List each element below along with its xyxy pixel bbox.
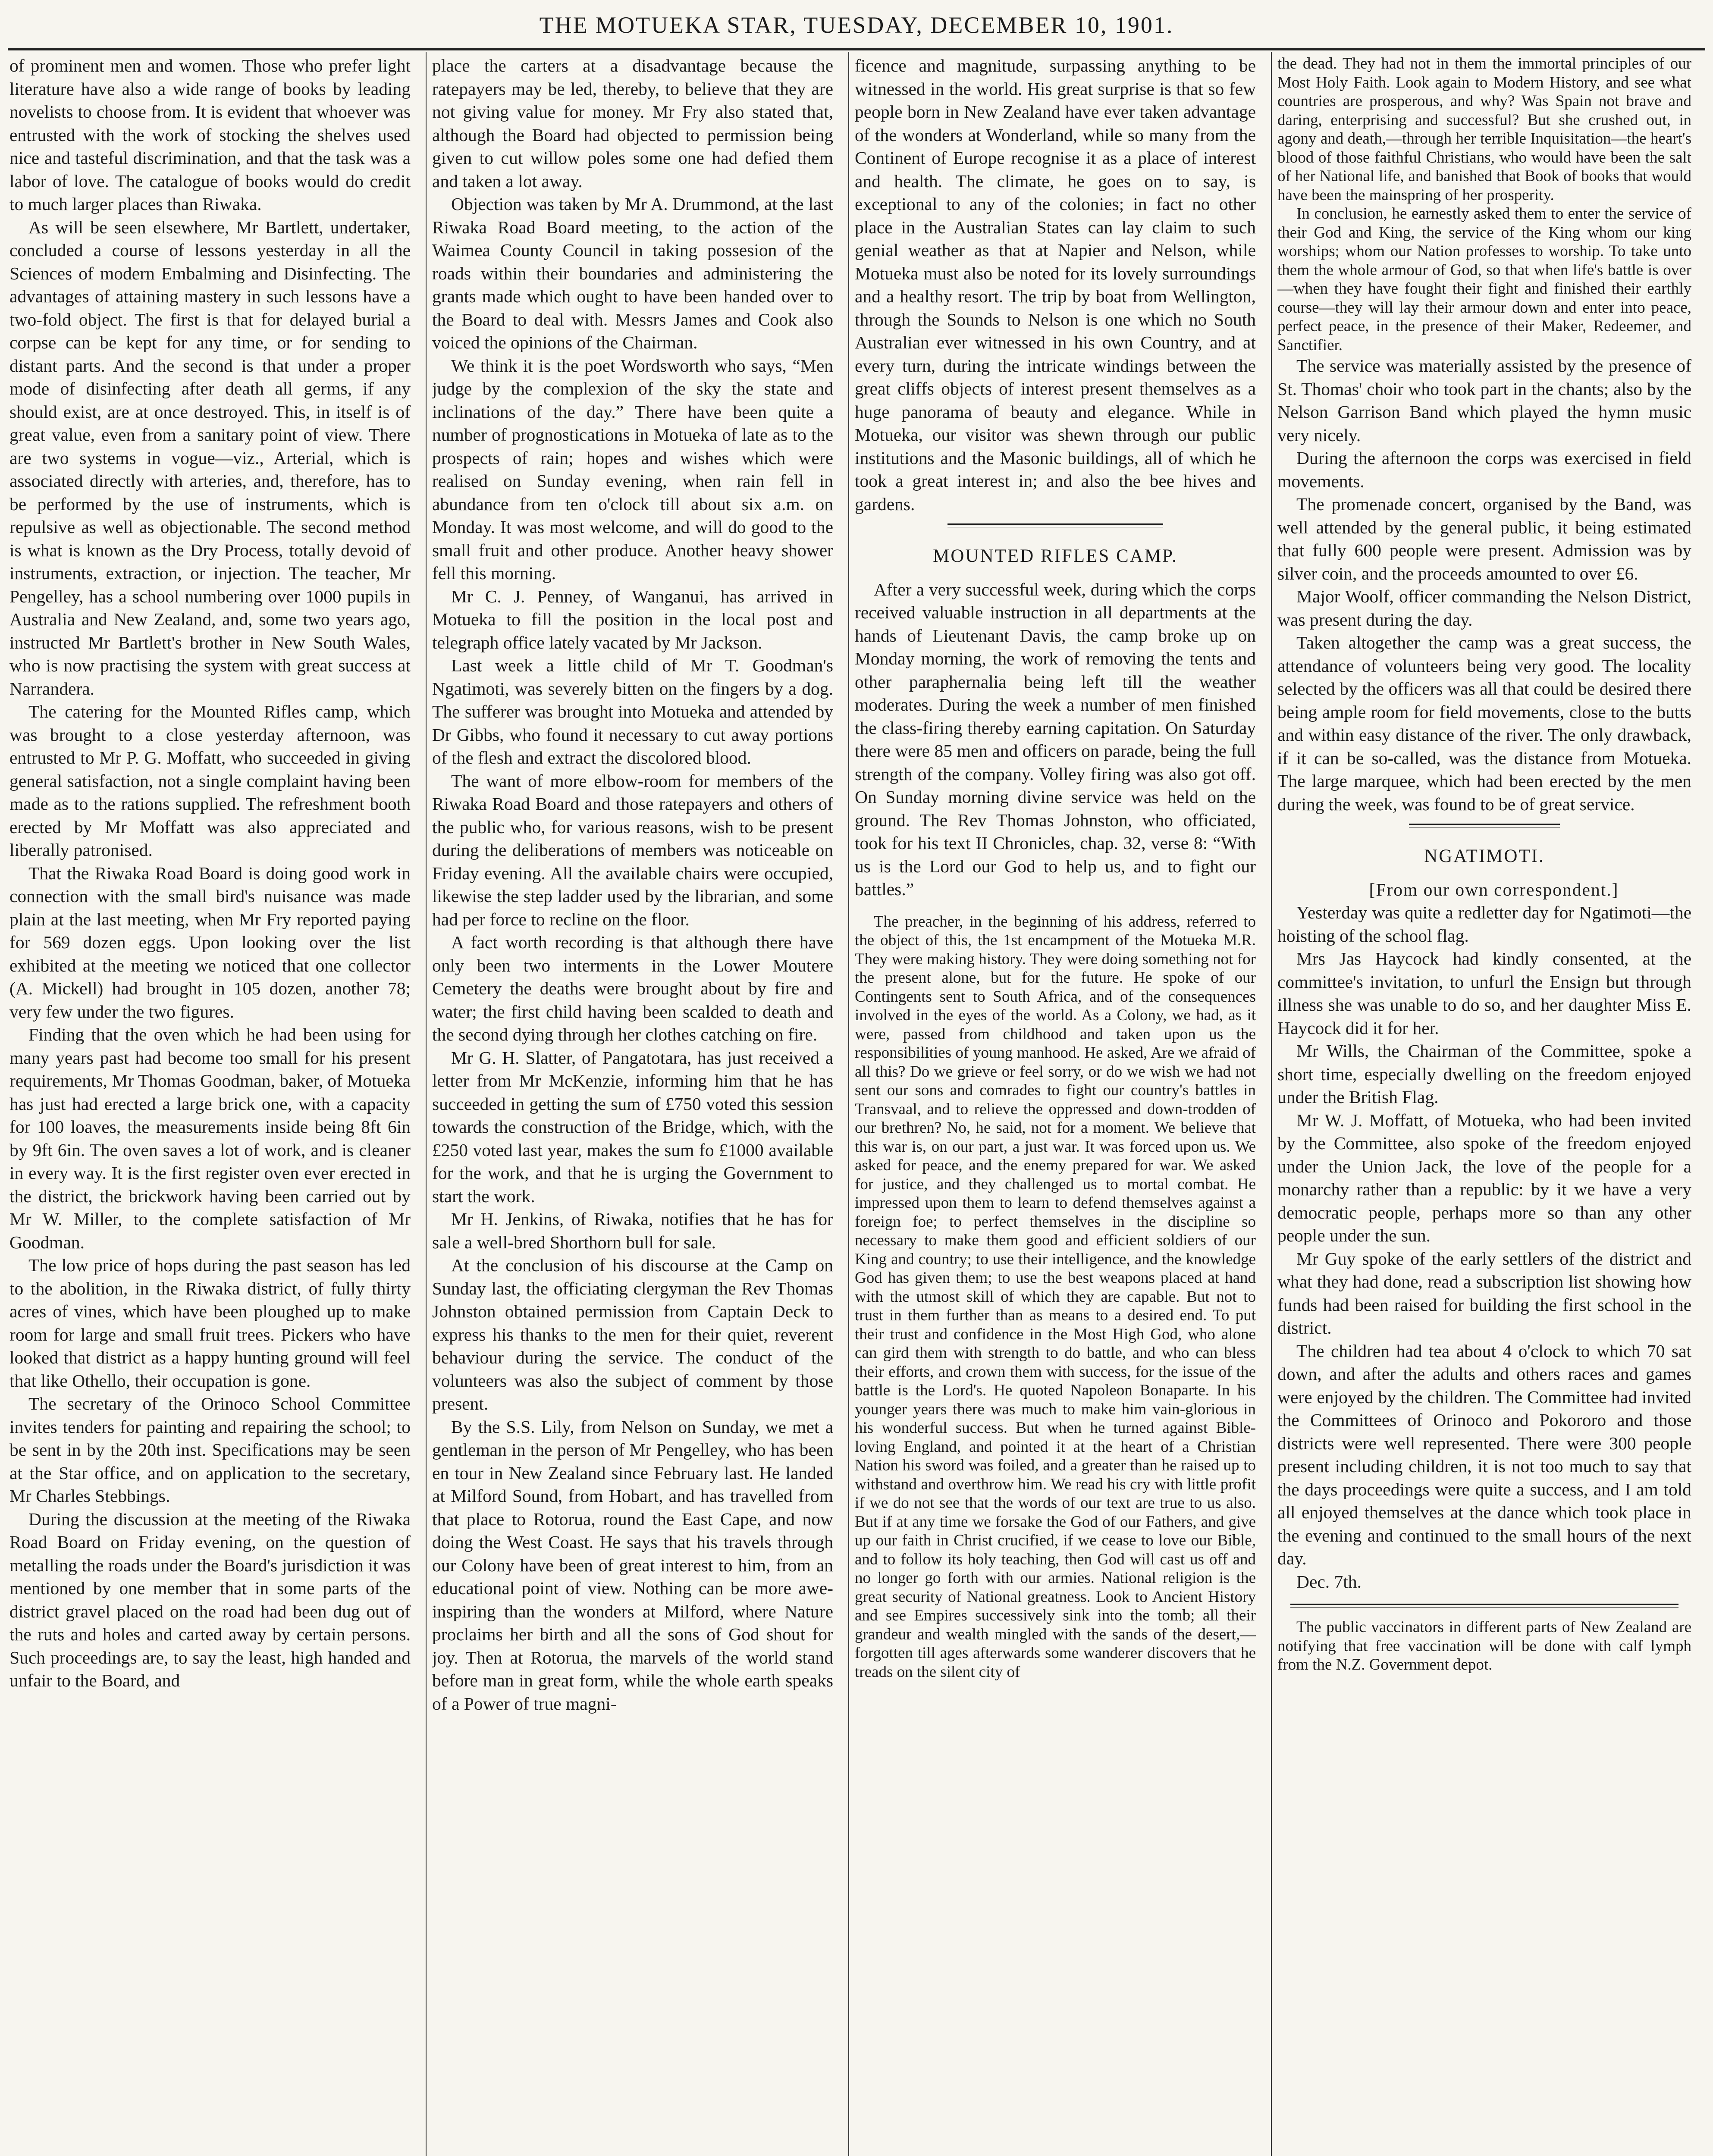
article-paragraph: As will be seen elsewhere, Mr Bartlett, undertaker, concluded a course of lessons yesterday in all the Sciences of modern Embalming and Disinfecting. The advantages of attaining mastery in such lessons have a two-fold object. The first is that for delayed burial a corpse can be kept for any time, or for sending to distant parts. And the second is that under a proper mode of disinfecting after death all germs, if any should exist, are at once destroyed. This, in itself is of great value, even from a sanitary point of view. There are two systems in vogue—viz., Arterial, which is associated directly with arteries, and, therefore, has to be performed by the use of instruments, which is repulsive as well as objectionable. The second method is what is known as the Dry Process, totally devoid of instruments, extraction, or injection. The teacher, Mr Pengelley, has a school numbering over 1000 pupils in Australia and New Zealand, and, some two years ago, instructed Mr Bartlett's brother in New South Wales, who is now practising the system with great success at Narrandera. (9, 217, 411, 699)
article-paragraph: After a very successful week, during which the corps received valuable instruction in all departments at the hands of Lieutenant Davis, the camp broke up on Monday morning, the work of removing the tents and other paraphernalia being left till the weather moderates. During the week a number of men finished the class-firing thereby earning capitation. On Saturday there were 85 men and officers on parade, being the full strength of the company. Volley firing was also got off. On Sunday morning divine service was held on the ground. The Rev Thomas Johnston, who officiated, took for his text II Chronicles, chap. 32, verse 8: “With us is the Lord our God to help us, and to fight our battles.” (855, 579, 1256, 899)
article-paragraph: The service was materially assisted by the presence of St. Thomas' choir who took part in the chants; also by the Nelson Garrison Band which played the hymn music very nicely. (1277, 356, 1691, 445)
article-paragraph: That the Riwaka Road Board is doing good work in connection with the small bird's nuisance was made plain at the last meeting, when Mr Fry reported paying for 569 dozen eggs. Upon looking over the list exhibited at the meeting we noticed that one collector (A. Mickell) had brought in 105 dozen, another 78; very few under the two figures. (9, 863, 411, 1022)
article-paragraph: At the conclusion of his discourse at the Camp on Sunday last, the officiating clergyman the Rev Thomas Johnston obtained permission from Captain Deck to express his thanks to the men for their quiet, reverent behaviour during the service. The conduct of the volunteers was also the subject of comment by those present. (432, 1255, 833, 1413)
article-paragraph: Objection was taken by Mr A. Drummond, at the last Riwaka Road Board meeting, to the action of the Waimea County Council in taking possesion of the roads within their boundaries and administering the grants made which ought to have been handed over to the Board to deal with. Messrs James and Cook also voiced the opinions of the Chairman. (432, 194, 833, 352)
article-paragraph: place the carters at a disadvantage because the ratepayers may be led, thereby, to believe that they are not giving value for money. Mr Fry also stated that, although the Board had objected to permission being given to cut willow poles some one had defied them and taken a lot away. (432, 56, 833, 191)
column-4 (1277, 54, 1691, 2156)
article-paragraph: We think it is the poet Wordsworth who says, “Men judge by the complexion of the sky the state and inclinations of the day.” There have been quite a number of prognostications in Motueka of late as to the prospects of rain; hopes and wishes which were realised on Sunday evening, when rain fell in abundance from ten o'clock till about six a.m. on Monday. It was most welcome, and will do good to the small fruit and other produce. Another heavy shower fell this morning. (432, 355, 833, 583)
article-paragraph: Mr G. H. Slatter, of Pangatotara, has just received a letter from Mr McKenzie, informing him that he has succeeded in getting the sum of £750 voted this session towards the construction of the Bridge, which, with the £250 voted last year, makes the sum fo £1000 available for the work, and that he is urging the Government to start the work. (432, 1047, 833, 1206)
article-paragraph: The children had tea about 4 o'clock to which 70 sat down, and after the adults and others races and games were enjoyed by the children. The Committee had invited the Committees of Orinoco and Pokororo and those districts were well represented. There were 300 people present including children, it is not too much to say that the days proceedings were quite a success, and I am told all enjoyed themselves at the dance which took place in the evening and continued to the small hours of the next day. (1277, 1341, 1691, 1568)
article-paragraph: The public vaccinators in different parts of New Zealand are notifying that free vaccination will be done with calf lymph from the N.Z. Government depot. (1277, 1618, 1691, 1673)
sermon-paragraph: the dead. They had not in them the immortal principles of our Most Holy Faith. Look again to Modern History, and see what countries are prosperous, and why? Was Spain not brave and daring, enterprising and successful? But she crushed out, in agony and death,—through her terrible Inquisitation—the heart's blood of those faithful Christians, who would have been the salt of her National life, and banished that Book of books that would have been the mainspring of her prosperity. (1277, 55, 1691, 204)
article-paragraph: The catering for the Mounted Rifles camp, which was brought to a close yesterday afternoon, was entrusted to Mr P. G. Moffatt, who succeeded in giving general satisfaction, not a single complaint having been made as to the rations supplied. The refreshment booth erected by Mr Moffatt was also appreciated and liberally patronised. (9, 702, 411, 860)
column-3 (855, 54, 1256, 2156)
article-paragraph: Yesterday was quite a redletter day for Ngatimoti—the hoisting of the school flag. (1277, 903, 1691, 946)
article-paragraph: The secretary of the Orinoco School Committee invites tenders for painting and repairing the school; to be sent in by the 20th inst. Specifications may be seen at the Star office, and on application to the secretary, Mr Charles Stebbings. (9, 1394, 411, 1506)
article-paragraph: By the S.S. Lily, from Nelson on Sunday, we met a gentleman in the person of Mr Pengelley, who has been en tour in New Zealand since February last. He landed at Milford Sound, from Hobart, and has travelled from that place to Rotorua, round the East Cape, and now doing the West Coast. He says that his travels through our Colony have been of great interest to him, from an educational point of view. Nothing can be more awe-inspiring than the wonders at Milford, where Nature proclaims her birth and all the sons of God shout for joy. Then at Rotorua, the marvels of the world stand before man in great form, while the whole earth speaks of a Power of true magni- (432, 1416, 833, 1714)
article-paragraph: During the discussion at the meeting of the Riwaka Road Board on Friday evening, on the question of metalling the roads under the Board's jurisdiction it was mentioned by one member that in some parts of the district gravel placed on the road had been dug out of the ruts and holes and carted away by certain persons. Such proceedings are, to say the least, high handed and unfair to the Board, and (9, 1509, 411, 1690)
sermon-paragraph: In conclusion, he earnestly asked them to enter the service of their God and King, the service of the King whom our king worships; whom our Nation professes to worship. To take unto them the whole armour of God, so that when life's battle is over—when they have fought their fight and finished their earthly course—they will lay their armour down and enter into peace, perfect peace, in the presence of their Maker, Redeemer, and Sanctifier. (1277, 205, 1691, 354)
article-paragraph: The want of more elbow-room for members of the Riwaka Road Board and those ratepayers and others of the public who, for various reasons, wish to be present during the deliberations of members was noticeable on Friday evening. All the available chairs were occupied, likewise the step ladder used by the librarian, and some had per force to recline on the floor. (432, 771, 833, 929)
column-2 (432, 54, 833, 2156)
masthead-rule (8, 48, 1705, 50)
article-paragraph: A fact worth recording is that although there have only been two interments in the Lower Moutere Cemetery the deaths were brought about by fire and water; the first child having been scalded to death and the second dying through her clothes catching on fire. (432, 932, 833, 1044)
article-paragraph: Mr W. J. Moffatt, of Motueka, who had been invited by the Committee, also spoke of the freedom enjoyed under the Union Jack, the love of the people for a monarchy rather than a republic: by it we have a very democratic people, perhaps more so than any other people under the sun. (1277, 1110, 1691, 1245)
article-paragraph: Mr Wills, the Chairman of the Committee, spoke a short time, especially dwelling on the freedom enjoyed under the British Flag. (1277, 1041, 1691, 1107)
correspondent-line: [From our own correspondent.] (1369, 879, 1619, 899)
column-divider (426, 52, 427, 2156)
section-separator (947, 523, 1163, 527)
article-paragraph: Taken altogether the camp was a great success, the attendance of volunteers being very good. The locality selected by the officers was all that could be desired there being ample room for field movements, close to the butts and within easy distance of the river. The only drawback, if it can be so-called, was the distance from Motueka. The large marquee, which had been erected by the men during the week, was found to be of great service. (1277, 633, 1691, 814)
article-paragraph: Mrs Jas Haycock had kindly consented, at the committee's invitation, to unfurl the Ensign but through illness she was unable to do so, and her daughter Miss E. Haycock did it for her. (1277, 949, 1691, 1038)
column-1 (9, 54, 411, 2156)
article-paragraph: Mr C. J. Penney, of Wanganui, has arrived in Motueka to fill the position in the local post and telegraph office lately vacated by Mr Jackson. (432, 586, 833, 652)
article-paragraph: Last week a little child of Mr T. Goodman's Ngatimoti, was severely bitten on the fingers by a dog. The sufferer was brought into Motueka and attended by Dr Gibbs, who found it necessary to cut away portions of the flesh and extract the discolored blood. (432, 655, 833, 768)
section-separator (1290, 1604, 1678, 1608)
article-paragraph: The low price of hops during the past season has led to the abolition, in the Riwaka district, of fully thirty acres of vines, which have been ploughed up to make room for large and small fruit trees. Pickers who have looked that district as a happy hunting ground will feel that like Othello, their occupation is gone. (9, 1255, 411, 1391)
dateline: Dec. 7th. (1296, 1571, 1362, 1592)
masthead-title: THE MOTUEKA STAR, TUESDAY, DECEMBER 10, 1901. (539, 12, 1174, 38)
article-paragraph: During the afternoon the corps was exercised in field movements. (1277, 448, 1691, 491)
section-heading: NGATIMOTI. (1424, 846, 1545, 866)
section-heading: MOUNTED RIFLES CAMP. (933, 546, 1178, 566)
article-paragraph: ficence and magnitude, surpassing anything to be witnessed in the world. His great surprise is that so few people born in New Zealand have ever taken advantage of the wonders at Wonderland, while so many from the Continent of Europe recognise it as a place of interest and health. The climate, he goes on to say, is exceptional to any of the colonies; in fact no other place in the Australian States can lay claim to such genial weather as that at Napier and Nelson, while Motueka must also be noted for its lovely surroundings and a healthy resort. The trip by boat from Wellington, through the Sounds to Nelson is one which no South Australian ever witnessed in his own Country, and at every turn, during the intricate windings between the great cliffs objects of interest present themselves as a huge panorama of beauty and elegance. While in Motueka, our visitor was shewn through our public institutions and the Masonic buildings, all of which he took a great interest in; and also the bee hives and gardens. (855, 56, 1256, 514)
column-divider (848, 52, 849, 2156)
article-paragraph: The promenade concert, organised by the Band, was well attended by the general public, it being estimated that fully 600 people were present. Admission was by silver coin, and the proceeds amounted to over £6. (1277, 494, 1691, 583)
article-paragraph: Finding that the oven which he had been using for many years past had become too small for his present requirements, Mr Thomas Goodman, baker, of Motueka has just had erected a large brick one, with a capacity for 100 loaves, the measurements inside being 8ft 6in by 9ft 6in. The oven saves a lot of work, and is cleaner in every way. It is the first register oven ever erected in the district, the brickwork having been carried out by Mr W. Miller, to the complete satisfaction of Mr Goodman. (9, 1025, 411, 1252)
article-paragraph: Major Woolf, officer commanding the Nelson District, was present during the day. (1277, 586, 1691, 630)
article-paragraph: of prominent men and women. Those who prefer light literature have also a wide range of books by leading novelists to choose from. It is evident that whoever was entrusted with the work of stocking the shelves used nice and tasteful discrimination, and that the task was a labor of love. The catalogue of books would do credit to much larger places than Riwaka. (9, 56, 411, 214)
article-paragraph: Mr H. Jenkins, of Riwaka, notifies that he has for sale a well-bred Shorthorn bull for sale. (432, 1209, 833, 1252)
section-separator (1409, 824, 1560, 827)
sermon-paragraph: The preacher, in the beginning of his address, referred to the object of this, the 1st encampment of the Motueka M.R. They were making history. They were doing something not for the present alone, but for the future. He spoke of our Contingents sent to South Africa, and of the consequences involved in the eyes of the world. As a Colony, we had, as it were, passed from childhood and taken upon us the responsibilities of young manhood. He asked, Are we afraid of all this? Do we grieve or feel sorry, or do we wish we had not sent our sons and comrades to fight our country's battles in Transvaal, and to relieve the oppressed and down-trodden of our brethren? No, he said, not for a moment. We believe that this war is, on our part, a just war. It was forced upon us. We asked for peace, and the enemy prepared for war. We asked for justice, and they challenged us to mortal combat. He impressed upon them to learn to defend themselves against a foreign foe; to perfect themselves in the discipline so necessary to make them good and efficient soldiers of our King and country; to use their intelligence, and the knowledge God has given them; to use the best weapons placed at hand with the utmost skill of which they are capable. But not to trust in them further than as means to a desired end. To put their trust and confidence in the Most High God, who alone can gird them with strength to do battle, and who can bless their efforts, and crown them with success, for the issue of the battle is the Lord's. He quoted Napoleon Bonaparte. In his younger years there was much to make him vain-glorious in his wonderful success. But when he turned against Bible-loving England, and pointed it at the heart of a Christian Nation his sword was foiled, and a greater than he raised up to withstand and overthrow him. We read his cry with little profit if we do not see that the words of our text are true to us also. But if at any time we forsake the God of our Fathers, and give up our faith in Christ crucified, if we cease to love our Bible, and to follow its holy teaching, then God will cast us off and no longer go forth with our armies. National religion is the great security of National greatness. Look to Ancient History and see Empires successively sink into the tomb; all their grandeur and wealth mingled with the sands of the desert,—forgotten till ages afterwards some wanderer discovers that he treads on the silent city of (855, 912, 1256, 1681)
article-paragraph: Mr Guy spoke of the early settlers of the district and what they had done, read a subscription list showing how funds had been raised for building the first school in the district. (1277, 1248, 1691, 1338)
column-divider (1271, 52, 1272, 2156)
